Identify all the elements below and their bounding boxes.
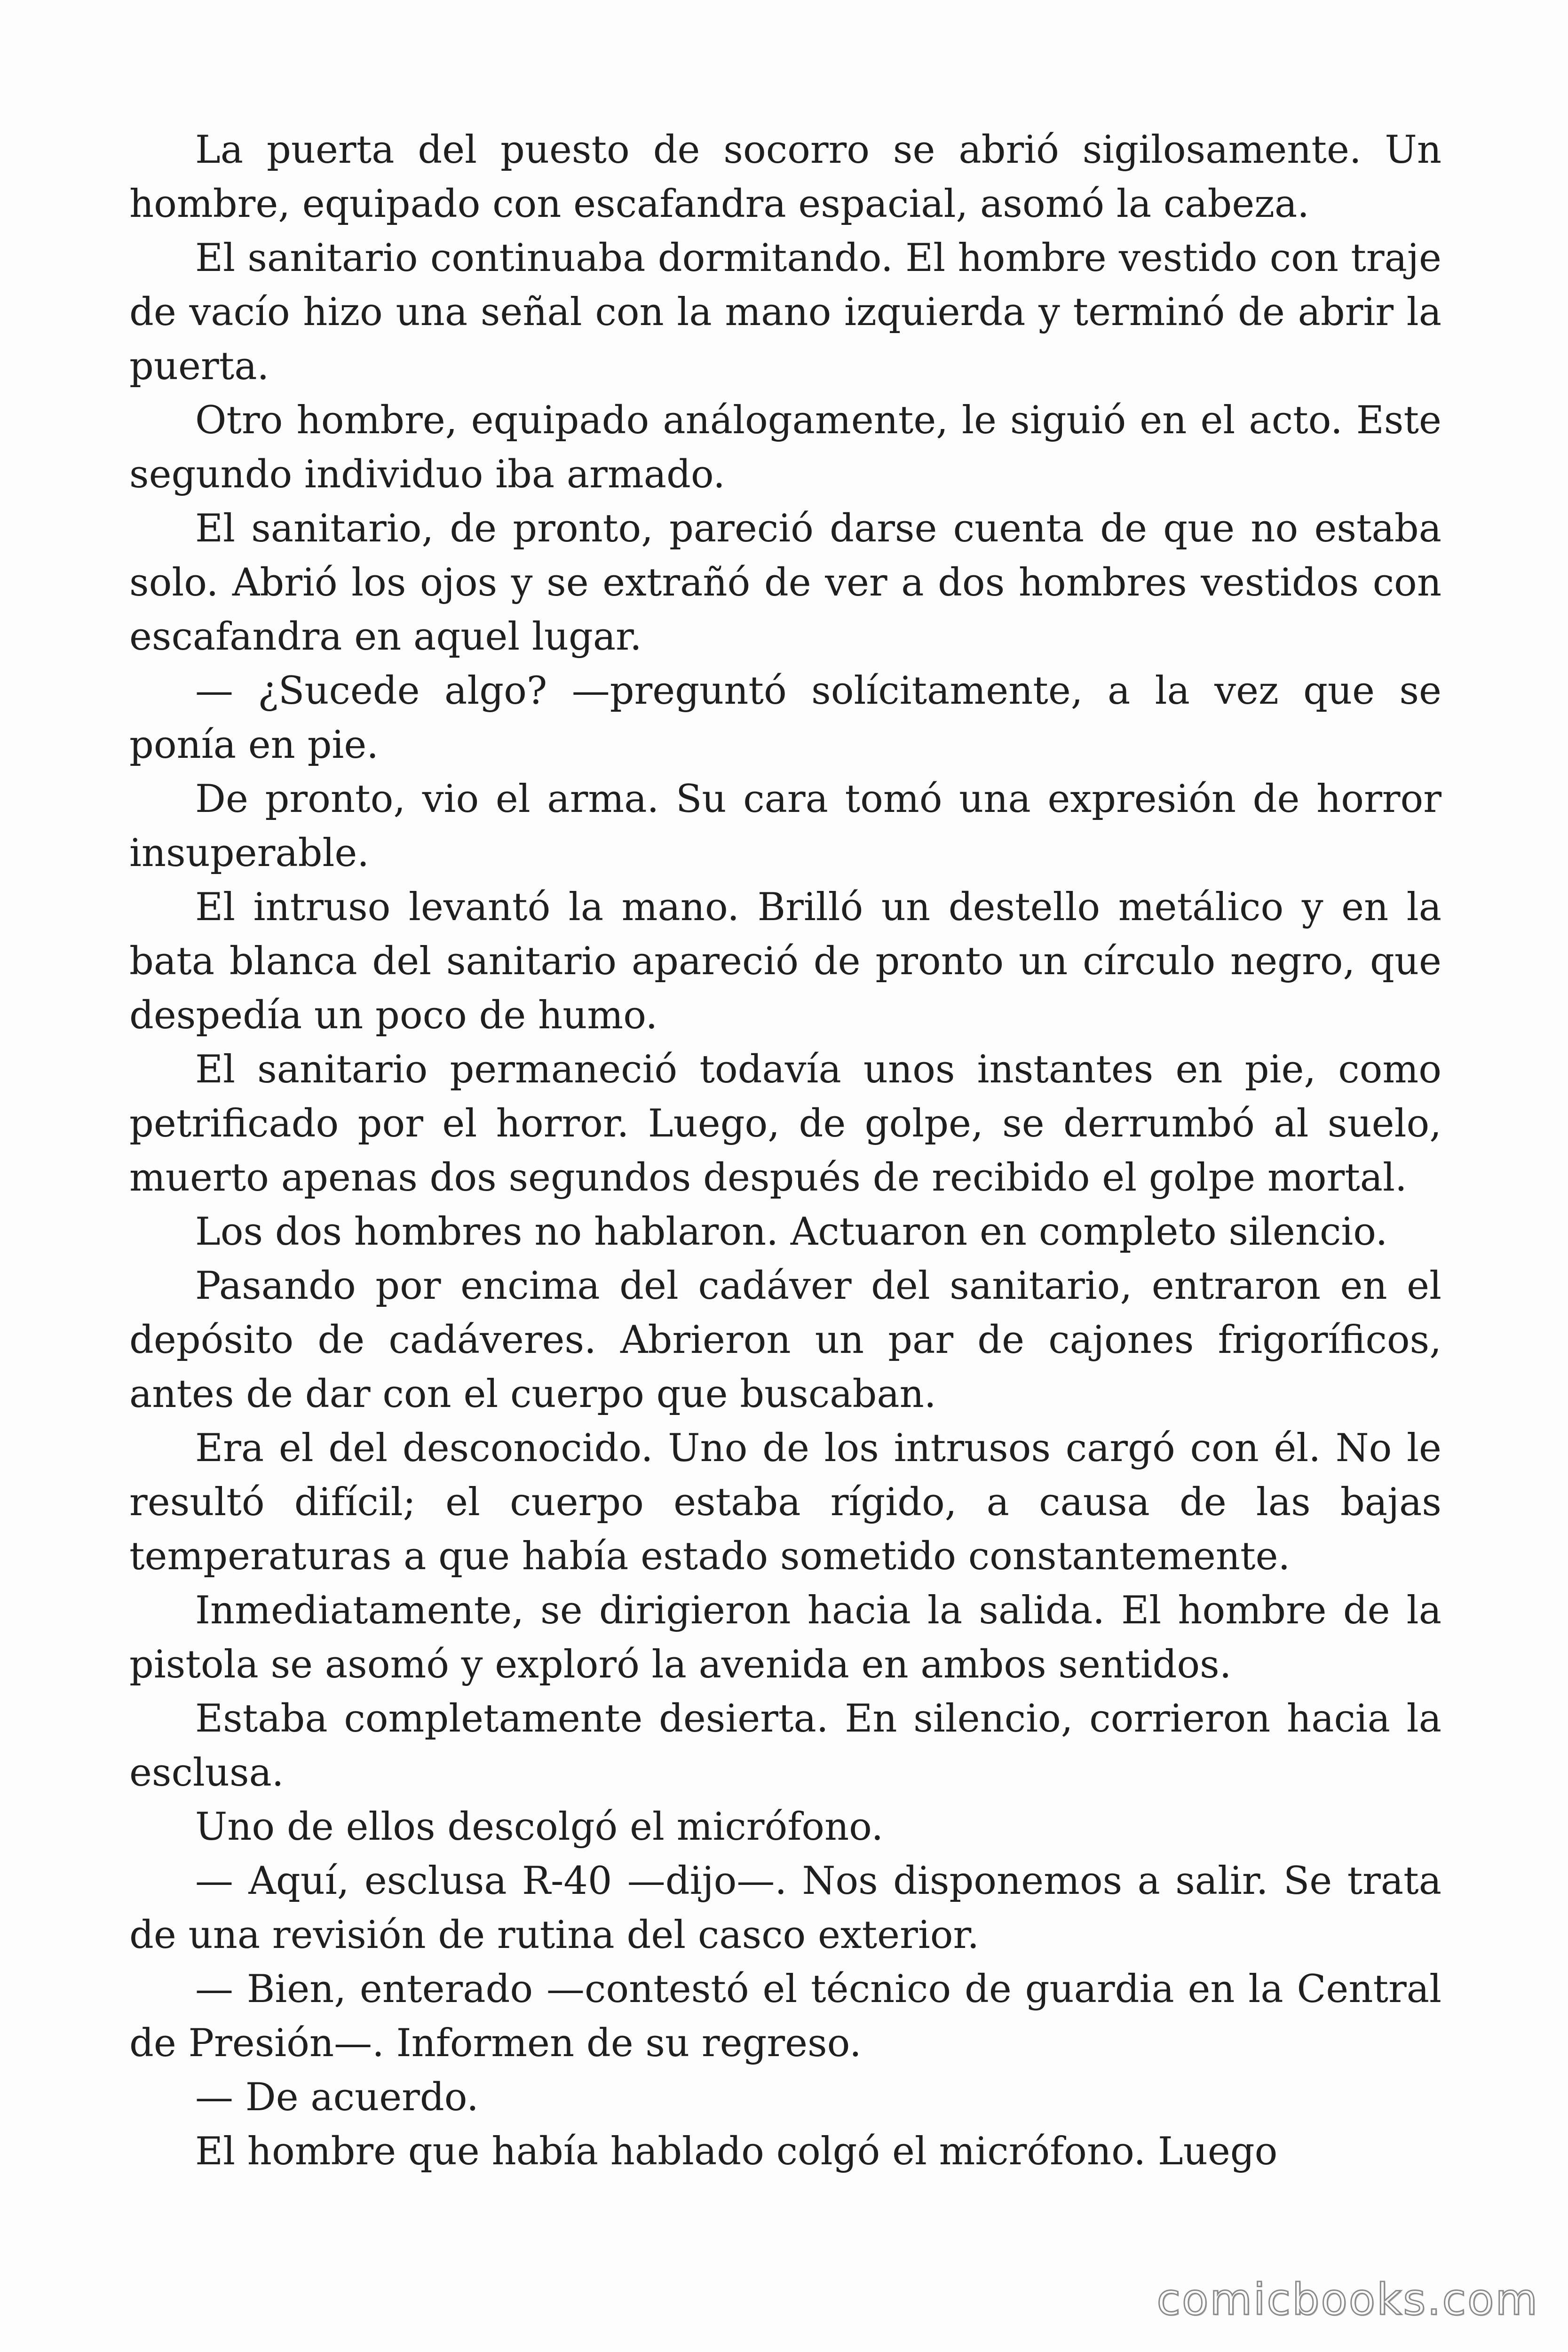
paragraph: El sanitario continuaba dormitando. El hombre vestido con traje de vacío hizo una señal con la mano izquierda y terminó de abrir la puerta.: [129, 236, 1441, 389]
paragraph: Era el del desconocido. Uno de los intrusos cargó con él. No le resultó difícil; el cuerpo estaba rígido, a causa de las bajas temperaturas a que había estado sometido constantemente.: [129, 1426, 1441, 1579]
paragraph: Estaba completamente desierta. En silencio, corrieron hacia la esclusa.: [129, 1697, 1441, 1795]
paragraph: Pasando por encima del cadáver del sanitario, entraron en el depósito de cadáveres. Abrieron un par de cajones frigoríficos, antes de dar con el cuerpo que buscaban.: [129, 1264, 1441, 1416]
paragraph: El sanitario, de pronto, pareció darse cuenta de que no estaba solo. Abrió los ojos y se extrañó de ver a dos hombres vestidos con escafandra en aquel lugar.: [129, 507, 1441, 659]
paragraph: La puerta del puesto de socorro se abrió sigilosamente. Un hombre, equipado con escafandra espacial, asomó la cabeza.: [129, 128, 1441, 226]
paragraph: El intruso levantó la mano. Brilló un destello metálico y en la bata blanca del sanitario apareció de pronto un círculo negro, que despedía un poco de humo.: [129, 885, 1441, 1038]
paragraph: — ¿Sucede algo? —preguntó solícitamente, a la vez que se ponía en pie.: [129, 669, 1441, 767]
watermark-logo: comicbooks.com: [1156, 2274, 1539, 2325]
paragraph: Inmediatamente, se dirigieron hacia la salida. El hombre de la pistola se asomó y exploró la avenida en ambos sentidos.: [129, 1589, 1441, 1687]
paragraph: El sanitario permaneció todavía unos instantes en pie, como petrificado por el horror. Luego, de golpe, se derrumbó al suelo, muerto apenas dos segundos después de recibido el golpe mortal.: [129, 1048, 1441, 1200]
paragraph: Otro hombre, equipado análogamente, le siguió en el acto. Este segundo individuo iba armado.: [129, 398, 1441, 497]
paragraph: Uno de ellos descolgó el micrófono.: [195, 1805, 884, 1849]
paragraph: — De acuerdo.: [195, 2075, 479, 2120]
paragraph: El hombre que había hablado colgó el micrófono. Luego: [195, 2130, 1278, 2174]
paragraph: De pronto, vio el arma. Su cara tomó una expresión de horror insuperable.: [129, 777, 1441, 875]
paragraph: — Aquí, esclusa R-40 —dijo—. Nos disponemos a salir. Se trata de una revisión de rutina del casco exterior.: [129, 1859, 1441, 1957]
paragraph: — Bien, enterado —contestó el técnico de guardia en la Central de Presión—. Informen de su regreso.: [129, 1967, 1441, 2066]
paragraph: Los dos hombres no hablaron. Actuaron en completo silencio.: [195, 1210, 1388, 1254]
body-text: [129, 123, 1441, 2179]
